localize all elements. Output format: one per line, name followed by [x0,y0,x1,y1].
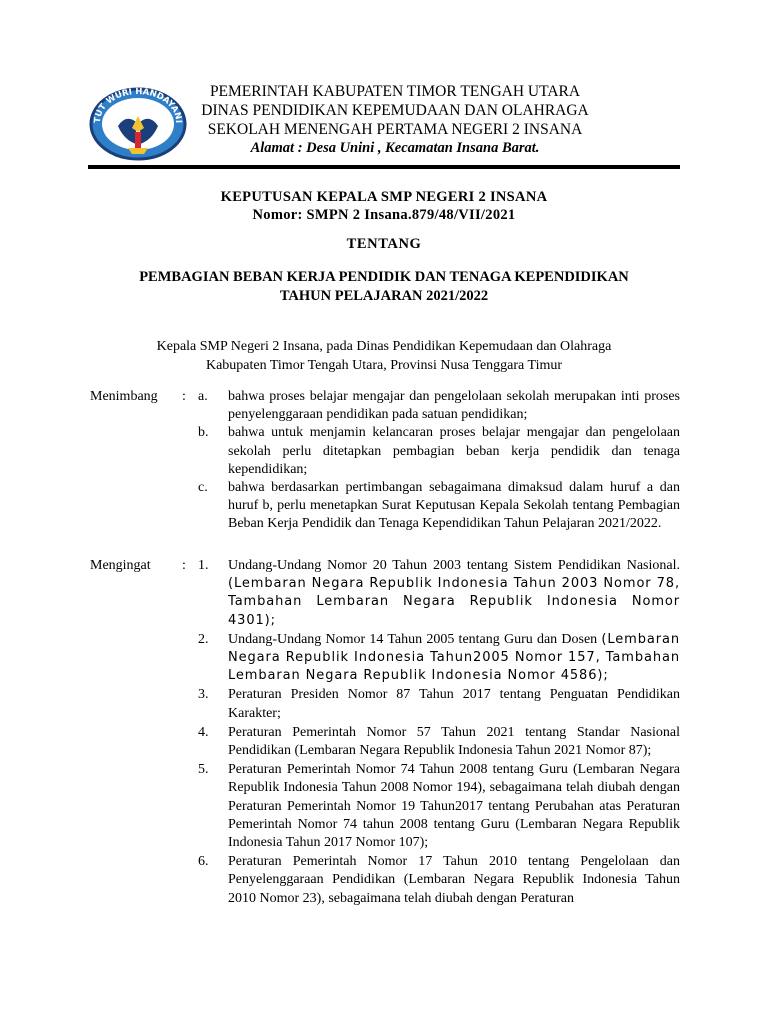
menimbang-section [90,388,680,534]
mengingat-section [90,557,680,909]
menimbang-item [198,479,680,534]
mengingat-label: Mengingat [90,558,151,573]
header-line-government: PEMERINTAH KABUPATEN TIMOR TENGAH UTARA [209,83,581,100]
item-marker: a. [198,389,208,404]
preamble-line2: Kabupaten Timor Tengah Utara, Provinsi Nusa Tenggara Timur [205,357,563,373]
header-address: Alamat : Desa Unini , Kecamatan Insana Barat. [250,140,540,156]
mengingat-item [198,557,680,630]
item-marker: 5. [198,762,209,778]
item-text-gazette: (Lembaran Negara Republik Indonesia Tahun2005 Nomor 157, Tambahan Lembaran Negara Republik Indonesia Nomor 4586); [228,631,680,684]
item-marker: 4. [198,724,209,740]
item-text: Peraturan Presiden Nomor 87 Tahun 2017 tentang Penguatan Pendidikan Karakter; [228,687,680,721]
preamble-line1: Kepala SMP Negeri 2 Insana, pada Dinas Pendidikan Kepemudaan dan Olahraga [156,339,612,354]
decree-about: TENTANG [346,236,422,252]
mengingat-colon: : [182,558,186,573]
item-marker: 2. [198,631,209,647]
header-divider [88,165,680,169]
item-text: Peraturan Pemerintah Nomor 57 Tahun 2021 tentang Standar Nasional Pendidikan (Lembaran Negara Republik Indonesia Tahun 2021 Nomor 87); [228,724,680,759]
menimbang-item [198,388,680,424]
item-marker: b. [198,425,209,441]
item-marker: c. [198,480,208,496]
header-line-agency: DINAS PENDIDIKAN KEPEMUDAAN DAN OLAHRAGA [201,102,589,119]
mengingat-item [198,724,680,760]
decree-subject [88,268,680,306]
decree-title: KEPUTUSAN KEPALA SMP NEGERI 2 INSANA [220,189,548,205]
item-text: Peraturan Pemerintah Nomor 74 Tahun 2008 tentang Guru (Lembaran Negara Republik Indonesia Tahun 2008 Nomor 194), sebagaimana telah diubah dengan Peraturan Pemerintah Nomor 19 Tahun2017 tentang Perubahan atas Peraturan Pemerintah Nomor 74 tahun 2008 tentang Guru (Lembaran Negara Republik Indonesia Tahun 2017 Nomor 107); [228,762,680,851]
decree-subject-line1: PEMBAGIAN BEBAN KERJA PENDIDIK DAN TENAGA KEPENDIDIKAN [139,269,629,285]
item-text: bahwa berdasarkan pertimbangan sebagaimana dimaksud dalam huruf a dan huruf b, perlu menetapkan Surat Keputusan Kepala Sekolah tentang Pembagian Beban Kerja Pendidik dan Tenaga Kependidikan Tahun Pelajaran 2021/2022. [228,480,680,532]
item-text-main: Undang-Undang Nomor 14 Tahun 2005 tentang Guru dan Dosen [228,631,602,647]
preamble [88,338,680,375]
item-text: bahwa untuk menjamin kelancaran proses belajar mengajar dan pengelolaan sekolah perlu ditetapkan pembagian beban kerja pendidik dan tenaga kependidikan; [228,425,680,477]
mengingat-item [198,853,680,908]
item-marker: 3. [198,687,209,703]
logo-motto: TUT WURI HANDAYANI [92,86,184,124]
letterhead [0,82,768,162]
item-marker: 1. [198,558,209,573]
decree-subject-line2: TAHUN PELAJARAN 2021/2022 [279,288,489,304]
item-text: bahwa proses belajar mengajar dan pengelolaan sekolah merupakan inti proses penyelenggaraan pendidikan pada satuan pendidikan; [228,389,680,423]
mengingat-item [198,631,680,686]
mengingat-item [198,686,680,722]
menimbang-colon: : [182,389,186,404]
decree-title-block [88,188,680,224]
mengingat-item [198,761,680,852]
item-text-gazette: (Lembaran Negara Republik Indonesia Tahun 2003 Nomor 78, Tambahan Lembaran Negara Republik Indonesia Nomor 4301); [228,576,680,628]
item-marker: 6. [198,854,209,870]
item-text: Peraturan Pemerintah Nomor 17 Tahun 2010 tentang Pengelolaan dan Penyelenggaraan Pendidikan (Lembaran Negara Republik Indonesia Tahun 2010 Nomor 23), sebagaimana telah diubah dengan Peraturan [228,854,680,906]
header-line-school: SEKOLAH MENENGAH PERTAMA NEGERI 2 INSANA [207,121,583,138]
decree-number: Nomor: SMPN 2 Insana.879/48/VII/2021 [252,207,516,223]
menimbang-label: Menimbang [90,389,158,404]
item-text [228,631,680,686]
item-text [228,557,680,630]
tut-wuri-handayani-logo [88,86,188,162]
item-text-main: Undang-Undang Nomor 20 Tahun 2003 tentang Sistem Pendidikan Nasional. [228,558,680,573]
menimbang-item [198,424,680,479]
